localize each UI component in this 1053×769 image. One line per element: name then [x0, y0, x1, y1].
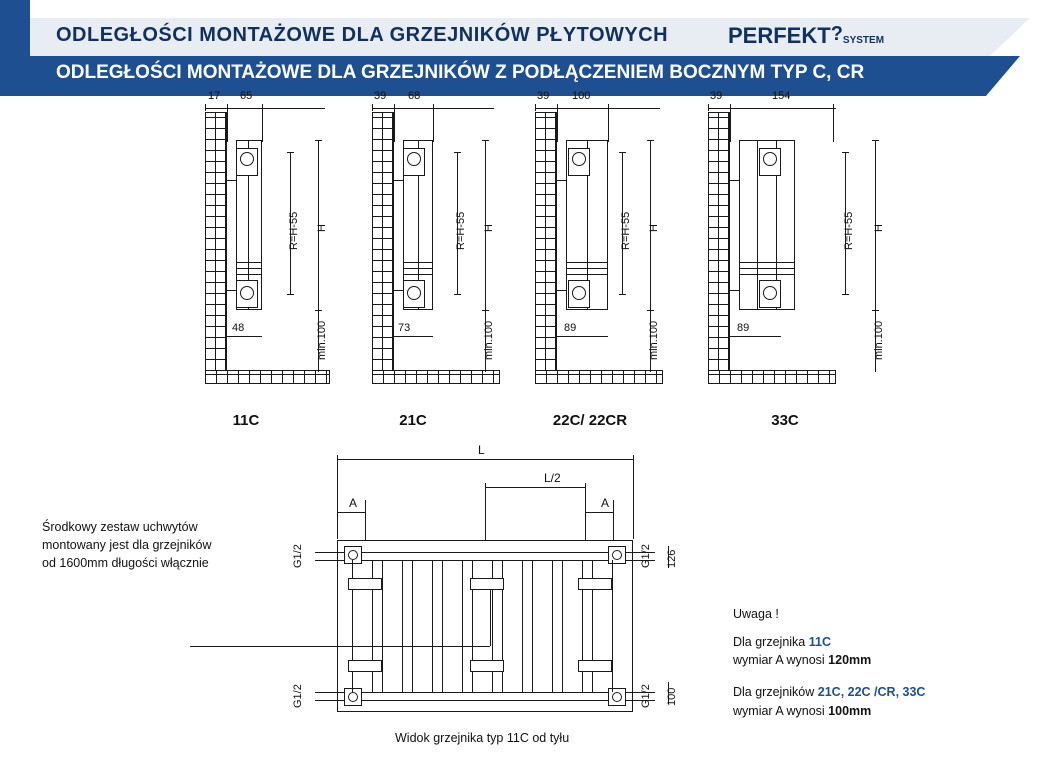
- conn-label-top-left: G1/2: [292, 544, 304, 568]
- dim-line-bottom: [394, 336, 433, 337]
- rear-channel: [562, 560, 563, 692]
- conn-label-bottom-left: G1/2: [292, 684, 304, 708]
- valve-top-circle: [407, 152, 421, 166]
- dim-label-A-left: A: [349, 496, 358, 510]
- wall-hatch: [205, 112, 227, 382]
- valve-top-circle: [240, 152, 254, 166]
- dim-label-min: min.100: [316, 320, 328, 360]
- dim-ext-line: [433, 108, 434, 142]
- dim-label-r: R=H-55: [843, 211, 855, 250]
- dim-label-left: 39: [710, 90, 723, 102]
- rear-channel: [552, 560, 553, 692]
- dim-line-top: [535, 108, 660, 109]
- leader-note-line2: montowany jest dla grzejników: [42, 538, 212, 553]
- uwaga-line-3-type: 21C, 22C /CR, 33C: [817, 685, 926, 700]
- dim-label-left: 17: [208, 90, 221, 102]
- uwaga-line-4-pre: wymiar A wynosi: [733, 703, 829, 718]
- dim-tick: [454, 152, 461, 153]
- dim-tick: [708, 104, 709, 111]
- dim-label-L: L: [478, 443, 485, 457]
- dim-ext-line: [485, 487, 486, 547]
- radiator-fin-line: [739, 268, 795, 269]
- uwaga-line-1-type: 11C: [808, 635, 831, 650]
- dim-tick: [205, 104, 206, 111]
- brand-logo: [728, 23, 884, 49]
- dim-tick: [454, 294, 461, 295]
- dim-label-bottom: 89: [564, 322, 577, 334]
- dim-ext-line: [557, 108, 558, 142]
- floor-hatch: [708, 370, 836, 384]
- mounting-bracket: [578, 578, 612, 590]
- mounting-bracket: [470, 578, 504, 590]
- page-title: ODLEGŁOŚCI MONTAŻOWE DLA GRZEJNIKÓW PŁYTOWYCH: [56, 24, 669, 46]
- connection-dot: [612, 692, 622, 702]
- dim-ext-line: [730, 108, 731, 142]
- page-header: [0, 0, 1053, 96]
- radiator-fin-line: [566, 268, 608, 269]
- radiator-fin-line: [403, 274, 433, 275]
- dim-line-A-left: [337, 512, 365, 513]
- radiator-fin-line: [403, 262, 433, 263]
- header-band-bottom-corner: [986, 56, 1020, 96]
- wall-bracket: [557, 180, 567, 181]
- dim-label-min: min.100: [483, 320, 495, 360]
- rear-view-caption: Widok grzejnika typ 11C od tyłu: [395, 731, 570, 745]
- dim-tick: [315, 140, 322, 141]
- dim-ext-line: [227, 108, 228, 142]
- dim-line-L: [337, 459, 633, 460]
- dim-label-bottom: 48: [232, 322, 245, 334]
- radiator-fin-line: [739, 274, 795, 275]
- leader-note: [42, 518, 292, 572]
- dim-tick: [842, 152, 849, 153]
- wall-hatch: [372, 112, 394, 382]
- wall-hatch: [535, 112, 557, 382]
- uwaga-line-2: [733, 651, 1033, 669]
- uwaga-title: Uwaga !: [733, 607, 779, 621]
- dim-line-bottom: [227, 336, 262, 337]
- dim-tick: [482, 140, 489, 141]
- dim-ext-line: [394, 108, 395, 142]
- dim-label-h: H: [483, 224, 495, 232]
- dim-label-r: R=H-55: [288, 211, 300, 250]
- floor-hatch: [205, 370, 330, 384]
- uwaga-line-2-val: 120mm: [828, 653, 872, 668]
- leader-line: [190, 646, 490, 647]
- uwaga-line-3-pre: Dla grzejników: [733, 685, 818, 700]
- wall-bracket: [557, 290, 567, 291]
- dim-tick: [372, 104, 373, 111]
- radiator-fin-line: [236, 262, 262, 263]
- rear-channel: [412, 560, 413, 692]
- wall-bracket: [730, 180, 740, 181]
- dim-tick: [872, 140, 879, 141]
- dim-label-L2: L/2: [544, 471, 561, 485]
- dim-tick: [287, 294, 294, 295]
- panel-caption: 11C: [232, 412, 260, 429]
- leader-line: [490, 590, 491, 646]
- dim-ext-line: [633, 459, 634, 539]
- dim-line-A-right: [585, 512, 613, 513]
- radiator-fin-line: [739, 262, 795, 263]
- wall-bracket: [730, 290, 740, 291]
- radiator-fin-line: [566, 262, 608, 263]
- mounting-bracket: [470, 660, 504, 672]
- page-subtitle: ODLEGŁOŚCI MONTAŻOWE DLA GRZEJNIKÓW Z PODŁĄCZENIEM BOCZNYM TYP C, CR: [56, 62, 865, 83]
- dim-label-100: 100: [666, 687, 678, 706]
- mounting-bracket: [578, 660, 612, 672]
- brand-subtitle: SYSTEM: [842, 35, 885, 46]
- dim-label-h: H: [648, 224, 660, 232]
- uwaga-line-1: [733, 633, 1033, 651]
- uwaga-line-2-pre: wymiar A wynosi: [733, 653, 829, 668]
- top-header-pipe: [315, 560, 655, 561]
- radiator-fin-line: [236, 274, 262, 275]
- leader-note-line1: Środkowy zestaw uchwytów: [42, 520, 198, 534]
- dim-ext-line: [585, 487, 586, 547]
- brand-question-icon: ?: [830, 23, 843, 45]
- dim-label-r: R=H-55: [455, 211, 467, 250]
- bottom-header-pipe: [315, 692, 655, 693]
- dim-line-L2: [485, 487, 585, 488]
- panel-caption: 22C/ 22CR: [552, 412, 628, 429]
- rear-channel: [432, 560, 433, 692]
- dim-line-bottom: [557, 336, 608, 337]
- wall-bracket: [227, 180, 237, 181]
- valve-top-circle: [763, 152, 777, 166]
- uwaga-line-1-pre: Dla grzejnika: [733, 635, 809, 650]
- dim-label-bottom: 73: [398, 322, 411, 334]
- radiator-fin-line: [566, 274, 608, 275]
- dim-label-r: R=H-55: [620, 211, 632, 250]
- dim-tick: [619, 152, 626, 153]
- dim-label-top: 68: [408, 90, 421, 102]
- bottom-header-pipe: [315, 700, 655, 701]
- dim-tick: [287, 152, 294, 153]
- floor-hatch: [535, 370, 663, 384]
- dim-ext-line: [608, 108, 609, 142]
- dim-label-top: 154: [772, 90, 791, 102]
- connection-dot: [612, 550, 622, 560]
- connection-dot: [348, 550, 358, 560]
- dim-label-A-right: A: [601, 496, 610, 510]
- dim-ext-line: [337, 459, 338, 539]
- uwaga-block: [733, 605, 1033, 720]
- dim-tick: [619, 294, 626, 295]
- wall-bracket: [227, 290, 237, 291]
- brand-name: PERFEKT: [728, 23, 831, 48]
- header-left-bar: [0, 0, 30, 96]
- uwaga-line-4-val: 100mm: [828, 703, 872, 718]
- radiator-fin-line: [236, 268, 262, 269]
- mounting-bracket: [348, 578, 382, 590]
- dim-label-left: 39: [374, 90, 387, 102]
- wall-bracket: [394, 180, 404, 181]
- dim-label-126: 126: [666, 549, 678, 568]
- conn-label-top-right: G1/2: [640, 544, 652, 568]
- panel-caption: 21C: [399, 412, 427, 429]
- dim-label-min: min.100: [648, 320, 660, 360]
- panel-caption: 33C: [771, 412, 799, 429]
- radiator-fin-line: [403, 268, 433, 269]
- wall-bracket: [394, 290, 404, 291]
- uwaga-line-3: [733, 683, 1033, 701]
- rear-channel: [402, 560, 403, 692]
- top-header-pipe: [315, 552, 655, 553]
- valve-top-circle: [572, 152, 586, 166]
- dim-line-bottom: [730, 336, 781, 337]
- dim-tick: [647, 140, 654, 141]
- dim-label-left: 39: [537, 90, 550, 102]
- connection-dot: [348, 692, 358, 702]
- valve-bottom-circle: [572, 286, 586, 300]
- dim-label-bottom: 89: [737, 322, 750, 334]
- wall-hatch: [708, 112, 730, 382]
- dim-ext-line: [262, 108, 263, 142]
- leader-note-line3: od 1600mm długości włącznie: [42, 556, 209, 571]
- rear-channel: [462, 560, 463, 692]
- dim-label-h: H: [873, 224, 885, 232]
- conn-label-bottom-right: G1/2: [640, 684, 652, 708]
- mounting-bracket: [348, 660, 382, 672]
- rear-channel: [612, 560, 613, 692]
- radiator-center-line: [757, 140, 758, 310]
- valve-bottom-circle: [763, 286, 777, 300]
- floor-hatch: [372, 370, 500, 384]
- valve-bottom-circle: [240, 286, 254, 300]
- rear-channel: [442, 560, 443, 692]
- dim-label-top: 65: [240, 90, 253, 102]
- dim-tick: [535, 104, 536, 111]
- dim-label-top: 100: [572, 90, 591, 102]
- rear-channel: [532, 560, 533, 692]
- dim-ext-line: [833, 108, 834, 142]
- dim-tick: [842, 294, 849, 295]
- dim-label-min: min.100: [873, 320, 885, 360]
- header-band-top-corner: [990, 18, 1030, 56]
- uwaga-line-4: [733, 702, 1033, 720]
- dim-line-top: [205, 108, 325, 109]
- rear-channel: [522, 560, 523, 692]
- valve-bottom-circle: [407, 286, 421, 300]
- rear-channel: [382, 560, 383, 692]
- dim-label-h: H: [316, 224, 328, 232]
- dim-line-top: [708, 108, 836, 109]
